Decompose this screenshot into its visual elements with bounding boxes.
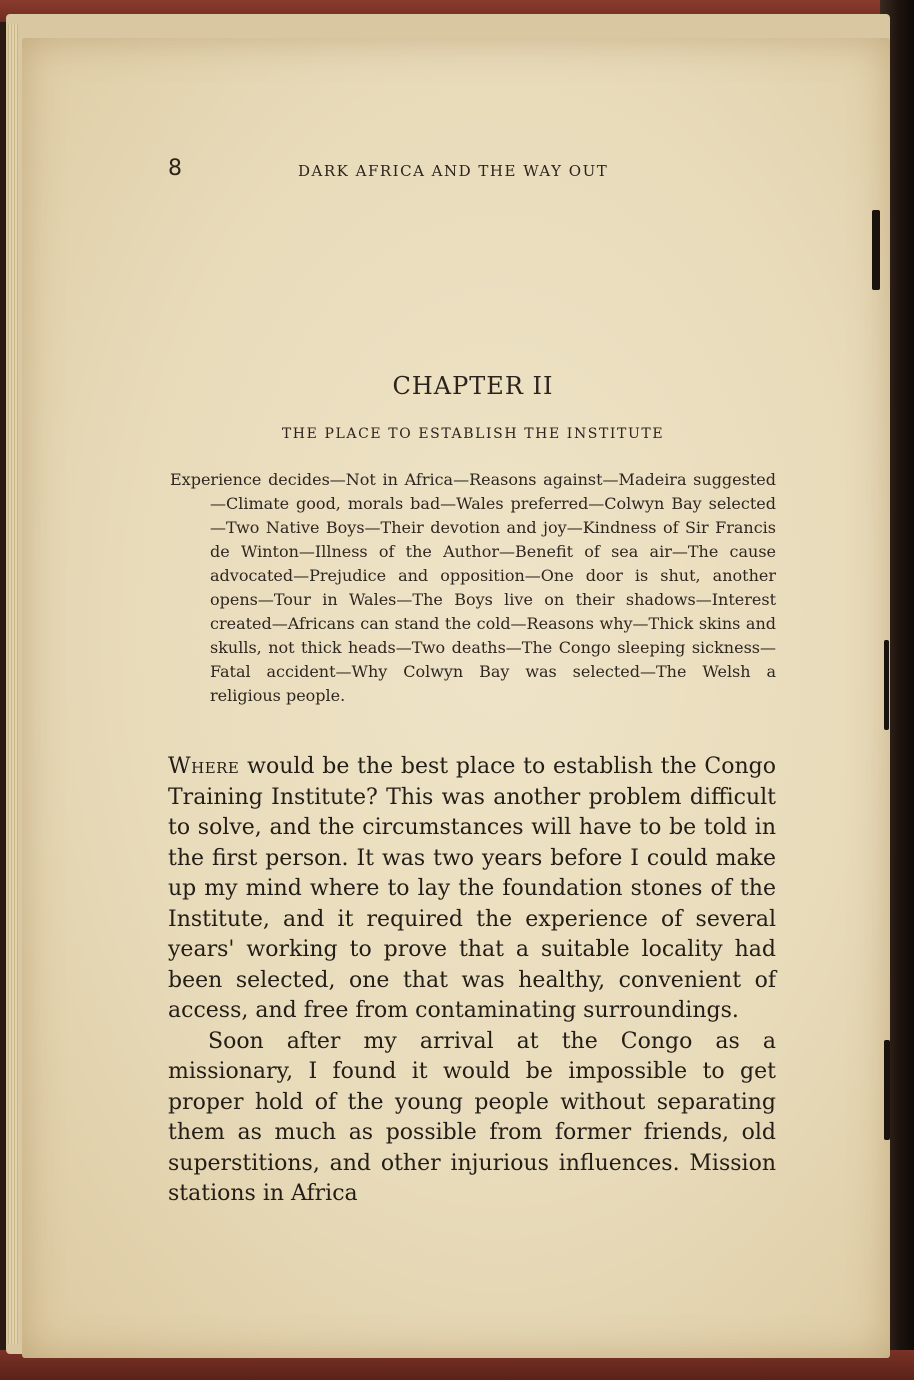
running-head [168,156,778,186]
body-text [168,752,776,1210]
paragraph-text: would be the best place to establish the Congo Training Institute? This was another problem difficult to solve, and the circumstances will have to be told in the first person. It was two years before I could make up my mind where to lay the foundation stones of the Institute, and it required the experience of several years' working to prove that a suitable locality had been selected, one that was healthy, convenient of access, and free from contaminating surroundings. [168,754,776,1023]
chapter-heading: CHAPTER II [392,372,554,400]
binding-mark [884,640,889,730]
body-paragraph [168,752,776,1027]
chapter-synopsis: Experience decides—Not in Africa—Reasons against—Madeira suggested—Climate good, morals bad—Wales preferred—Colwyn Bay selected—Two Native Boys—Their devotion and joy—Kindness of Sir Francis de Winton—Illness of the Author—Benefit of sea air—The cause advocated—Prejudice and opposition—One door is shut, another opens—Tour in Wales—The Boys live on their shadows—Interest created—Africans can stand the cold—Reasons why—Thick skins and skulls, not thick heads—Two deaths—The Congo sleeping sickness—Fatal accident—Why Colwyn Bay was selected—The Welsh a religious people. [170,470,776,705]
page-number: 8 [168,156,182,181]
opening-word: Where [168,754,240,779]
binding-mark [884,1040,890,1140]
body-paragraph: Soon after my arrival at the Congo as a missionary, I found it would be impossible to get proper hold of the young people without separating them as much as possible from former friends, old superstitions, and other injurious influences. Mission stations in Africa [168,1028,776,1206]
chapter-subtitle: THE PLACE TO ESTABLISH THE INSTITUTE [281,426,665,442]
running-title: DARK AFRICA AND THE WAY OUT [298,162,609,180]
binding-mark [872,210,880,290]
